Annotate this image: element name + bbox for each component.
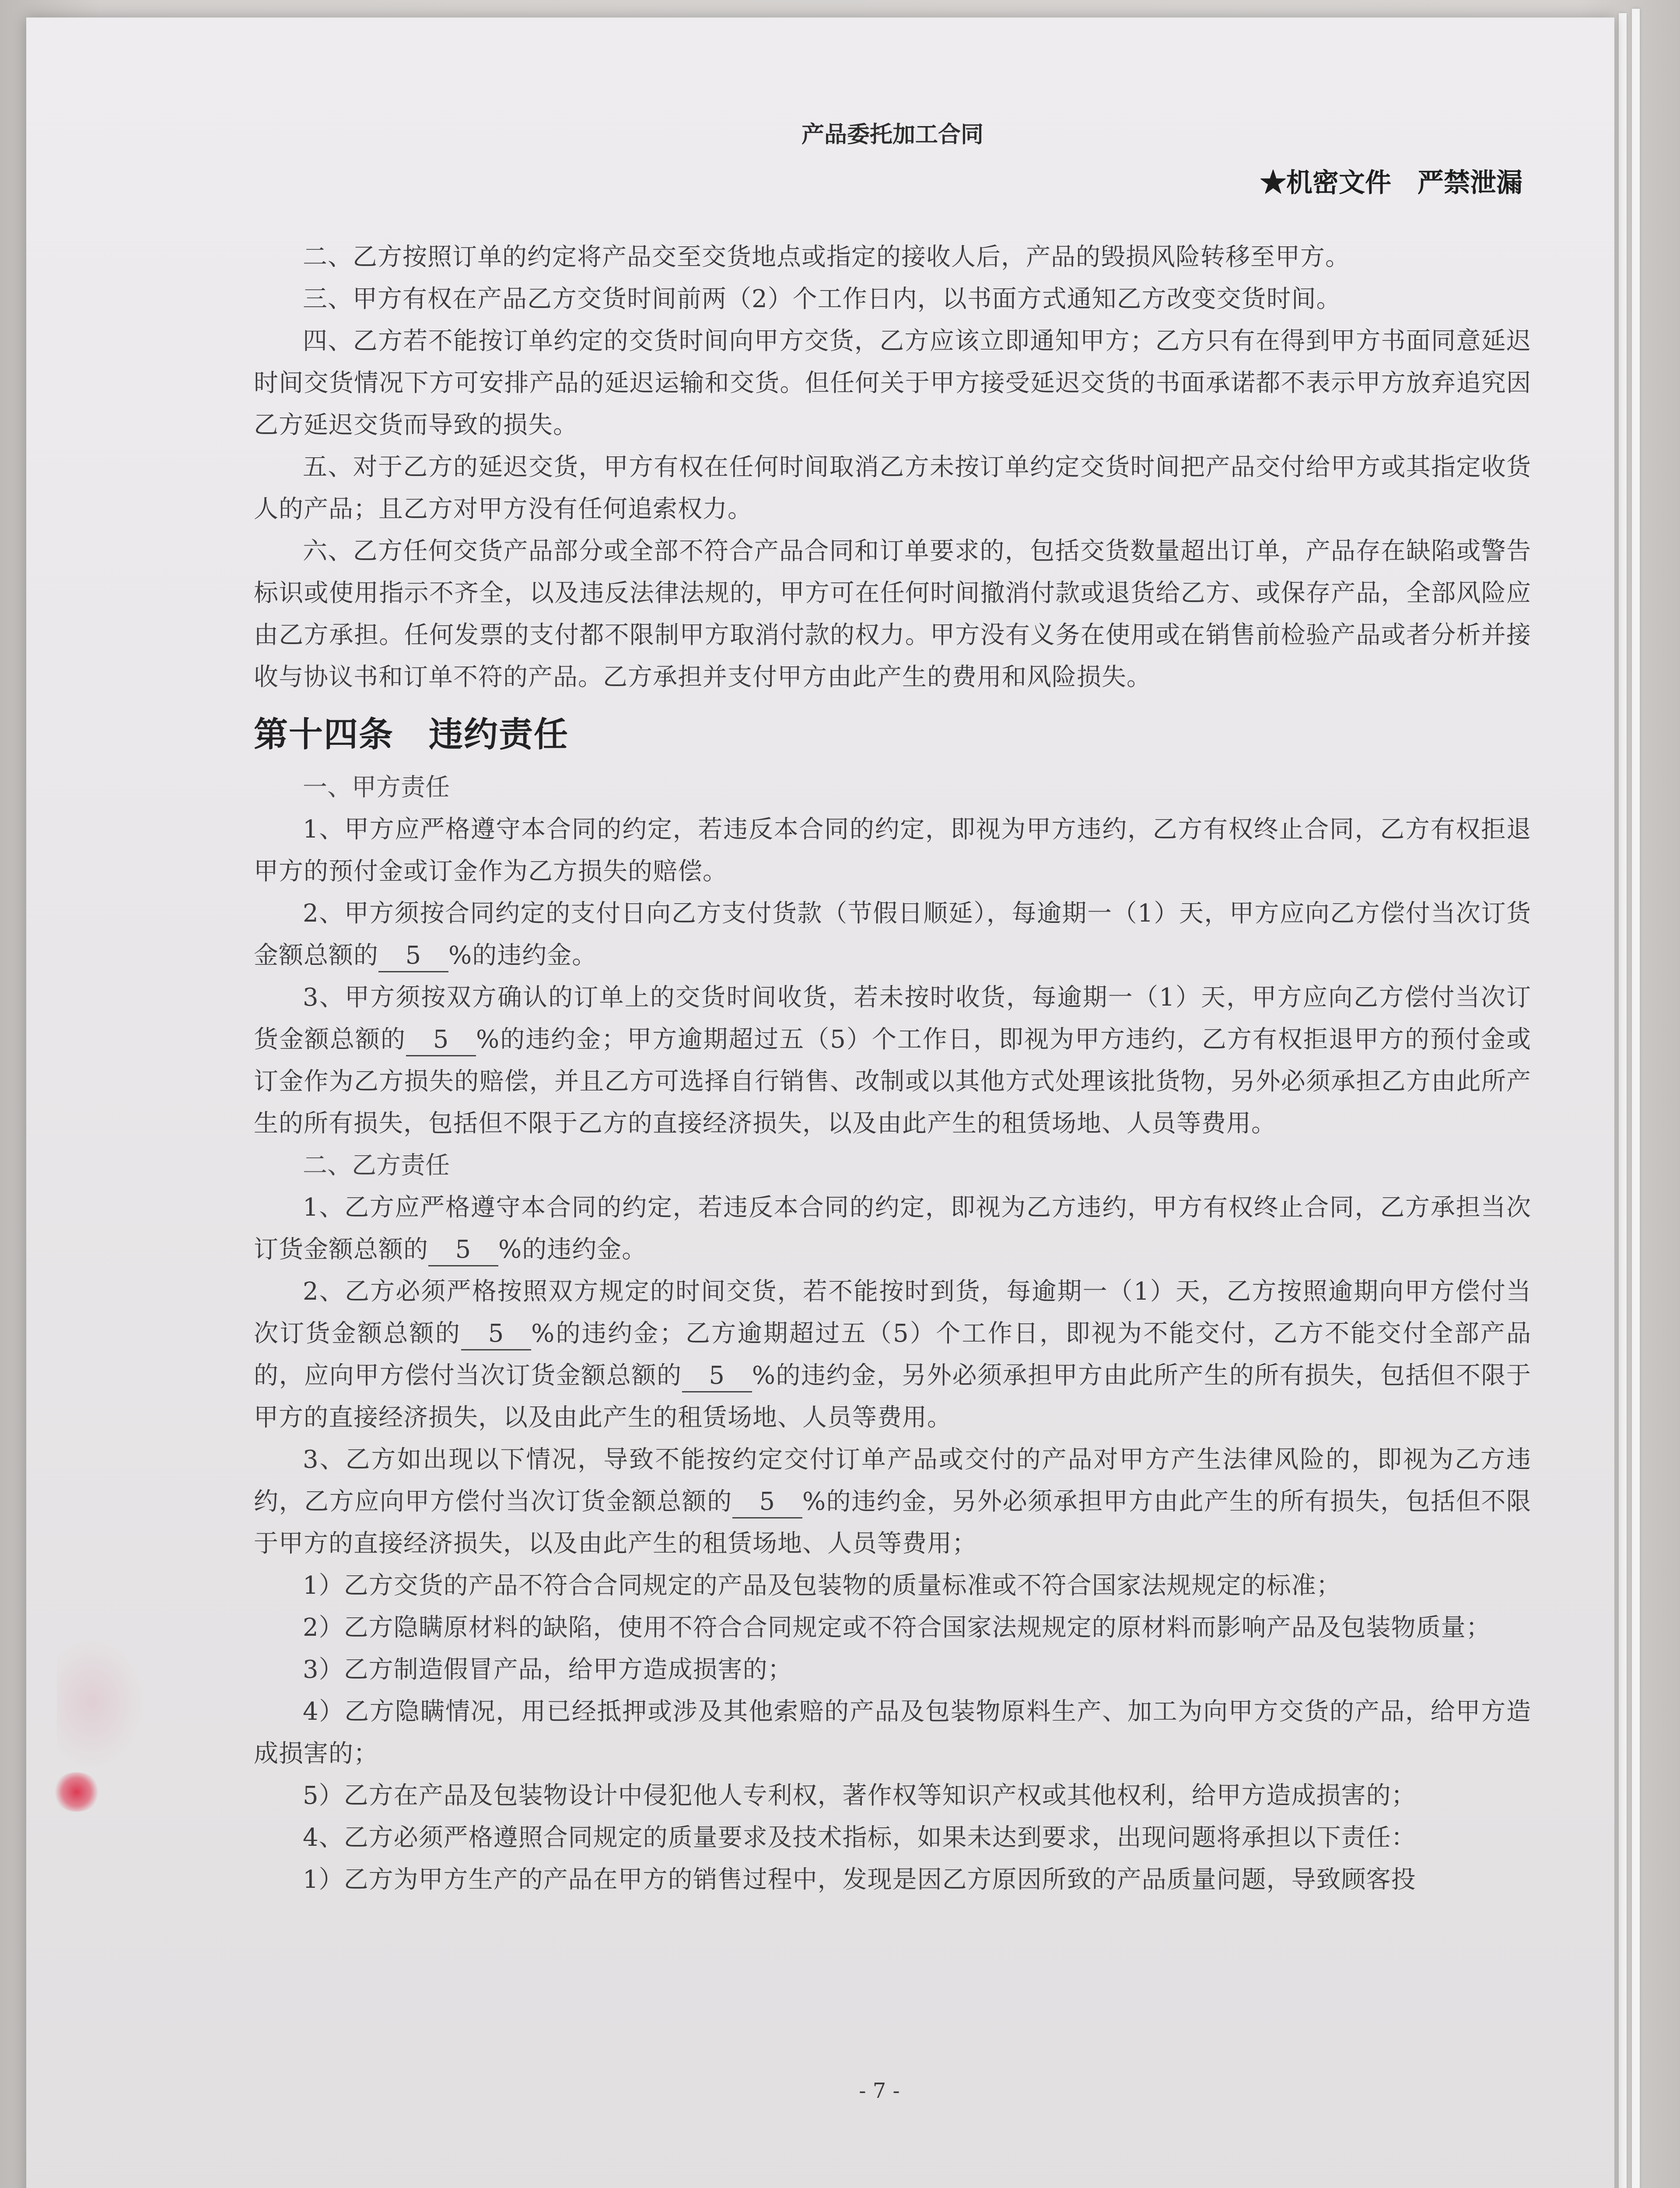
- party-a-item-3: [254, 977, 1531, 1145]
- page-number: - 7 -: [859, 2079, 900, 2103]
- red-ink-mark: [52, 1772, 101, 1812]
- penalty-rate-blank: 5: [378, 940, 448, 972]
- penalty-rate-blank: 5: [406, 1024, 476, 1056]
- clause-text: 2、乙方必须严格按照双方规定的时间交货，若不能按时到货，每逾期一（1）天，乙方按照逾期向甲方偿付当次订货金额总额的: [254, 1277, 1531, 1348]
- party-b-sub-item: 4）乙方隐瞒情况，用已经抵押或涉及其他索赔的产品及包装物原料生产、加工为向甲方交货的产品，给甲方造成损害的；: [254, 1697, 1531, 1768]
- clause-text: %的违约金。: [448, 941, 597, 970]
- document-title: 产品委托加工合同: [801, 121, 984, 148]
- page-edge: [1619, 13, 1627, 2188]
- faint-stamp-mark: [57, 1637, 144, 1768]
- party-b-sub-item: 1）乙方交货的产品不符合合同规定的产品及包装物的质量标准或不符合国家法规规定的标准；: [303, 1571, 1341, 1600]
- clause-text: %的违约金；乙方逾期超过五（5）个工作日，即视为不能交付，乙方不能交付全部产品的，应向甲方偿付当次订货金额总额的: [254, 1319, 1532, 1390]
- penalty-rate-blank: 5: [461, 1318, 531, 1350]
- clause-text: %的违约金；甲方逾期超过五（5）个工作日，即视为甲方违约，乙方有权拒退甲方的预付金或订金作为乙方损失的赔偿，并且乙方可选择自行销售、改制或以其他方式处理该批货物，另外必须承担乙方由此所产生的所有损失，包括但不限于乙方的直接经济损失，以及由此产生的租赁场地、人员等费用。: [254, 1025, 1532, 1138]
- party-b-item-2: [254, 1271, 1531, 1439]
- clause-paragraph: 四、乙方若不能按订单约定的交货时间向甲方交货，乙方应该立即通知甲方；乙方只有在得到甲方书面同意延迟时间交货情况下方可安排产品的延迟运输和交货。但任何关于甲方接受延迟交货的书面承诺都不表示甲方放弃追究因乙方延迟交货而导致的损失。: [254, 327, 1531, 439]
- party-a-item-2: [254, 893, 1531, 977]
- clause-text: %的违约金。: [498, 1235, 647, 1264]
- penalty-rate-blank: 5: [682, 1360, 752, 1392]
- clause-text: 2、甲方须按合同约定的支付日向乙方支付货款（节假日顺延），每逾期一（1）天，甲方应向乙方偿付当次订货金额总额的: [254, 899, 1531, 970]
- clause-paragraph: 二、乙方按照订单的约定将产品交至交货地点或指定的接收人后，产品的毁损风险转移至甲方。: [303, 243, 1350, 271]
- party-b-item-4-sub: 1）乙方为甲方生产的产品在甲方的销售过程中，发现是因乙方原因所致的产品质量问题，导致顾客投: [303, 1865, 1416, 1894]
- document-page: [26, 18, 1614, 2188]
- confidential-label: ★机密文件 严禁泄漏: [1260, 168, 1522, 198]
- party-a-item-1: 1、甲方应严格遵守本合同的约定，若违反本合同的约定，即视为甲方违约，乙方有权终止合同，乙方有权拒退甲方的预付金或订金作为乙方损失的赔偿。: [254, 815, 1531, 886]
- clause-paragraph: 五、对于乙方的延迟交货，甲方有权在任何时间取消乙方未按订单约定交货时间把产品交付给甲方或其指定收货人的产品；且乙方对甲方没有任何追索权力。: [254, 453, 1531, 523]
- party-b-item-3: [254, 1439, 1531, 1565]
- party-b-sub-item: 2）乙方隐瞒原材料的缺陷，使用不符合合同规定或不符合国家法规规定的原材料而影响产品及包装物质量；: [303, 1613, 1491, 1642]
- clause-text: 3、乙方如出现以下情况，导致不能按约定交付订单产品或交付的产品对甲方产生法律风险的，即视为乙方违约，乙方应向甲方偿付当次订货金额总额的: [254, 1445, 1531, 1516]
- clause-text: %的违约金，另外必须承担甲方由此产生的所有损失，包括但不限于甲方的直接经济损失，以及由此产生的租赁场地、人员等费用；: [254, 1487, 1531, 1558]
- penalty-rate-blank: 5: [732, 1487, 802, 1518]
- clause-paragraph: 三、甲方有权在产品乙方交货时间前两（2）个工作日内，以书面方式通知乙方改变交货时间。: [303, 285, 1341, 313]
- party-b-sub-item: 5）乙方在产品及包装物设计中侵犯他人专利权，著作权等知识产权或其他权利，给甲方造成损害的；: [303, 1781, 1416, 1810]
- party-b-sub-item: 3）乙方制造假冒产品，给甲方造成损害的；: [303, 1655, 793, 1684]
- section-heading: 第十四条 违约责任: [254, 715, 569, 754]
- clause-text: 1、乙方应严格遵守本合同的约定，若违反本合同的约定，即视为乙方违约，甲方有权终止合同，乙方承担当次订货金额总额的: [254, 1193, 1531, 1264]
- party-b-item-4: 4、乙方必须严格遵照合同规定的质量要求及技术指标，如果未达到要求，出现问题将承担以下责任：: [303, 1823, 1416, 1852]
- clause-text: 3、甲方须按双方确认的订单上的交货时间收货，若未按时收货，每逾期一（1）天，甲方应向乙方偿付当次订货金额总额的: [254, 983, 1531, 1054]
- clause-paragraph: 六、乙方任何交货产品部分或全部不符合产品合同和订单要求的，包括交货数量超出订单，产品存在缺陷或警告标识或使用指示不齐全，以及违反法律法规的，甲方可在任何时间撤消付款或退货给乙方、或保存产品，全部风险应由乙方承担。任何发票的支付都不限制甲方取消付款的权力。甲方没有义务在使用或在销售前检验产品或者分析并接收与协议书和订单不符的产品。乙方承担并支付甲方由此产生的费用和风险损失。: [254, 537, 1531, 691]
- page-edge: [1632, 9, 1640, 2188]
- party-a-heading: 一、甲方责任: [303, 773, 450, 802]
- penalty-rate-blank: 5: [428, 1234, 498, 1266]
- clause-text: %的违约金，另外必须承担甲方由此所产生的所有损失，包括但不限于甲方的直接经济损失，以及由此产生的租赁场地、人员等费用。: [254, 1361, 1531, 1432]
- party-b-item-1: [254, 1187, 1531, 1271]
- document-body: [254, 236, 1531, 1901]
- party-b-heading: 二、乙方责任: [303, 1151, 450, 1180]
